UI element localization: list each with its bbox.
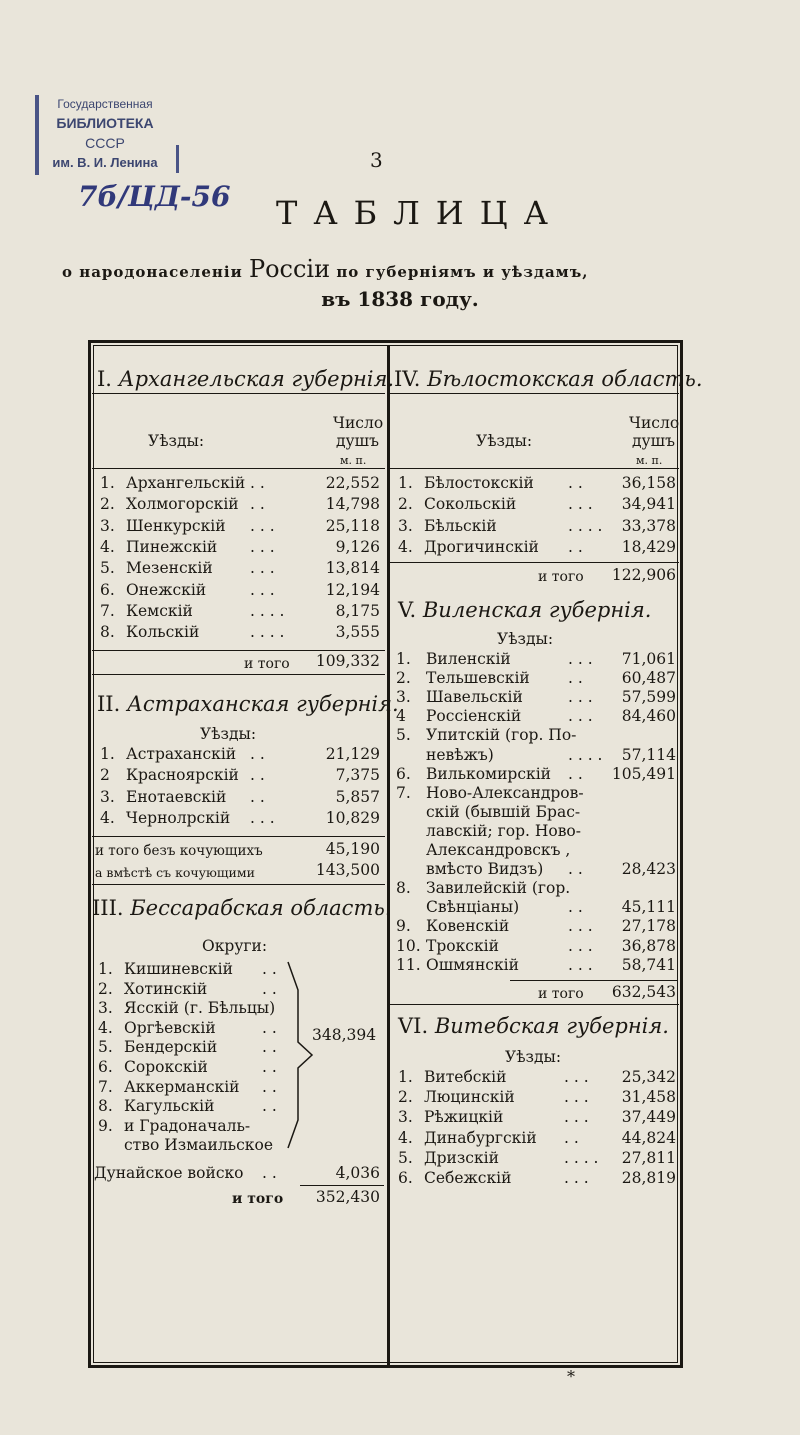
arkh-total-label: и того bbox=[244, 656, 290, 672]
viln-col-districts: Уѣзды: bbox=[497, 630, 554, 648]
arkh-row-dots: . . . bbox=[250, 559, 275, 578]
arkh-row-num: 2. bbox=[100, 495, 115, 514]
viln-row-name: Ново-Александров- bbox=[426, 783, 584, 802]
page-number: 3 bbox=[370, 148, 383, 172]
arkh-total: 109,332 bbox=[315, 652, 380, 670]
column-divider bbox=[387, 345, 390, 1366]
bess-row-num: 6. bbox=[98, 1058, 113, 1076]
bial-row-name: Сокольскій bbox=[424, 495, 517, 514]
bial-total: 122,906 bbox=[611, 566, 676, 584]
section-arkh-heading: I. Архангельская губернія. bbox=[97, 367, 395, 391]
bess-total-label: и того bbox=[232, 1191, 284, 1207]
viln-row-num: 8. bbox=[396, 879, 411, 898]
bial-row-name: Бѣлостокскій bbox=[424, 474, 534, 492]
viln-row-value: 84,460 bbox=[621, 707, 676, 726]
arkh-row-dots: . . . . bbox=[250, 623, 285, 642]
vit-row-num: 6. bbox=[398, 1169, 413, 1187]
bial-row-value: 34,941 bbox=[621, 495, 676, 514]
vit-row-name: Витебскій bbox=[424, 1068, 507, 1086]
bess-row-name: Кагульскій bbox=[124, 1097, 215, 1116]
vit-row-dots: . . . bbox=[564, 1108, 589, 1127]
astr-row-dots: . . bbox=[250, 745, 265, 763]
vit-row-value: 44,824 bbox=[621, 1128, 676, 1147]
viln-row-value: 57,114 bbox=[621, 745, 676, 764]
section-bess-heading: III. Бессарабская область. bbox=[92, 896, 392, 920]
viln-row-value: 57,599 bbox=[621, 688, 676, 707]
viln-row-dots: . . bbox=[568, 898, 583, 917]
bial-row-value: 36,158 bbox=[621, 474, 676, 492]
viln-row-value: 27,178 bbox=[621, 917, 676, 936]
vit-row-dots: . . . bbox=[564, 1088, 589, 1107]
bial-row-num: 4. bbox=[398, 537, 413, 556]
viln-row-value: 71,061 bbox=[621, 650, 676, 668]
viln-row-value: 105,491 bbox=[611, 764, 676, 783]
viln-row-name: Упитскій (гор. По- bbox=[426, 726, 577, 745]
astr-row-name: Красноярскій bbox=[126, 766, 239, 785]
viln-row-dots: . . . . bbox=[568, 745, 603, 764]
viln-row-dots: . . . bbox=[568, 707, 593, 726]
vit-row-num: 2. bbox=[398, 1088, 413, 1107]
arkh-row-value: 13,814 bbox=[325, 559, 380, 578]
bial-row-value: 18,429 bbox=[621, 537, 676, 556]
bial-row-value: 33,378 bbox=[621, 516, 676, 535]
section-bial-heading: IV. Бѣлостокская область. bbox=[394, 367, 703, 391]
handwritten-code: 7б/ЦД-56 bbox=[78, 180, 231, 213]
astr-row-name: Астраханскій bbox=[126, 745, 237, 763]
bial-row-dots: . . . bbox=[568, 495, 593, 514]
arkh-row-name: Кемскій bbox=[126, 601, 193, 620]
section-astr-heading: II. Астраханская губернія. bbox=[97, 692, 399, 716]
subtitle-c: по губерніямъ и уѣздамъ, bbox=[330, 263, 589, 281]
viln-row-dots: . . . bbox=[568, 955, 593, 974]
arkh-row-num: 6. bbox=[100, 580, 115, 599]
astr-row-value: 5,857 bbox=[335, 787, 380, 806]
bess-last-label: Дунайское войско bbox=[94, 1164, 244, 1182]
astr-row-dots: . . bbox=[250, 787, 265, 806]
bess-brace bbox=[286, 960, 316, 1150]
vit-row-num: 3. bbox=[398, 1108, 413, 1127]
bess-row-dots: . . bbox=[262, 1018, 277, 1037]
astr-row-value: 7,375 bbox=[335, 766, 380, 785]
viln-row-dots: . . bbox=[568, 764, 583, 783]
stamp-line-1: Государственная bbox=[57, 97, 153, 111]
viln-row-name: Трокскій bbox=[426, 936, 499, 955]
astr-total1-label: и того безъ кочующихъ bbox=[95, 843, 263, 859]
arkh-row-value: 3,555 bbox=[335, 623, 380, 642]
bess-total: 352,430 bbox=[315, 1188, 380, 1206]
footer-mark: * bbox=[567, 1367, 575, 1386]
astr-row-num: 4. bbox=[100, 808, 115, 827]
arkh-row-value: 25,118 bbox=[325, 516, 380, 535]
bial-col-souls: душъ bbox=[632, 432, 675, 450]
vit-row-num: 5. bbox=[398, 1148, 413, 1167]
viln-row-dots: . . . bbox=[568, 936, 593, 955]
arkh-row-dots: . . bbox=[250, 495, 265, 514]
viln-row-name: Завилейскій (гор. bbox=[426, 879, 571, 898]
section-vit-heading: VI. Витебская губернія. bbox=[398, 1014, 669, 1038]
vit-row-dots: . . bbox=[564, 1128, 579, 1147]
bess-row-dots: . . bbox=[262, 1058, 277, 1076]
bess-row-name: Хотинскій bbox=[124, 979, 208, 998]
viln-row-name: вмѣсто Видзъ) bbox=[426, 860, 544, 879]
astr-row-value: 21,129 bbox=[325, 745, 380, 763]
viln-row-name: Виленскій bbox=[426, 650, 511, 668]
bial-row-num: 1. bbox=[398, 474, 413, 492]
bess-row-dots: . . bbox=[262, 1077, 277, 1096]
vit-row-num: 4. bbox=[398, 1128, 413, 1147]
arkh-row-name: Кольскій bbox=[126, 623, 200, 642]
viln-row-dots: . . . bbox=[568, 688, 593, 707]
arkh-row-dots: . . . bbox=[250, 580, 275, 599]
subtitle-a: о народонаселеніи bbox=[62, 263, 249, 281]
bess-row-name: Кишиневскій bbox=[124, 960, 233, 978]
arkh-row-value: 8,175 bbox=[335, 601, 380, 620]
bess-row-dots: . . bbox=[262, 1097, 277, 1116]
viln-row-name: Вилькомирскій bbox=[426, 764, 551, 783]
arkh-row-name: Онежскій bbox=[126, 580, 207, 599]
arkh-row-name: Мезенскій bbox=[126, 559, 213, 578]
stamp-line-3: СССР bbox=[85, 135, 125, 151]
vit-row-name: Себежскій bbox=[424, 1169, 512, 1187]
astr-row-num: 3. bbox=[100, 787, 115, 806]
viln-row-num: 9. bbox=[396, 917, 411, 936]
arkh-col-districts: Уѣзды: bbox=[148, 432, 205, 450]
bess-row-num: 7. bbox=[98, 1077, 113, 1096]
stamp-line-4: им. В. И. Ленина bbox=[52, 155, 158, 170]
astr-row-dots: . . bbox=[250, 766, 265, 785]
viln-row-num: 3. bbox=[396, 688, 411, 707]
arkh-row-dots: . . . bbox=[250, 537, 275, 556]
bial-col-mp: м. п. bbox=[636, 454, 663, 467]
viln-row-name: Россіенскій bbox=[426, 707, 522, 726]
vit-row-num: 1. bbox=[398, 1068, 413, 1086]
library-stamp bbox=[35, 95, 175, 180]
arkh-row-value: 14,798 bbox=[325, 495, 380, 514]
astr-row-name: Чернолрскій bbox=[126, 808, 231, 827]
bial-total-label: и того bbox=[538, 569, 584, 585]
bial-row-name: Бѣльскій bbox=[424, 516, 497, 535]
vit-row-name: Люцинскій bbox=[424, 1088, 515, 1107]
viln-row-value: 36,878 bbox=[621, 936, 676, 955]
astr-row-num: 1. bbox=[100, 745, 115, 763]
bial-row-dots: . . bbox=[568, 537, 583, 556]
viln-row-dots: . . . bbox=[568, 917, 593, 936]
bess-row-name: Ясскій (г. Бѣльцы) bbox=[124, 999, 276, 1018]
viln-row-num: 6. bbox=[396, 764, 411, 783]
stamp-line-2: БИБЛИОТЕКА bbox=[56, 115, 154, 131]
viln-row-num: 11. bbox=[396, 955, 421, 974]
viln-row-num: 1. bbox=[396, 650, 411, 668]
arkh-col-number: Число bbox=[333, 414, 384, 432]
viln-row-num: 7. bbox=[396, 783, 411, 802]
viln-row-name: Свѣнціаны) bbox=[426, 898, 520, 917]
vit-row-value: 37,449 bbox=[621, 1108, 676, 1127]
arkh-row-name: Пинежскій bbox=[126, 537, 218, 556]
arkh-row-value: 22,552 bbox=[325, 474, 380, 492]
viln-row-name: лавскій; гор. Ново- bbox=[426, 821, 581, 840]
arkh-row-num: 3. bbox=[100, 516, 115, 535]
bial-row-dots: . . bbox=[568, 474, 583, 492]
arkh-row-num: 5. bbox=[100, 559, 115, 578]
bess-group-total: 348,394 bbox=[312, 1026, 377, 1044]
bess-row-dots: . . bbox=[262, 960, 277, 978]
bial-col-districts: Уѣзды: bbox=[476, 432, 533, 450]
viln-row-num: 2. bbox=[396, 669, 411, 688]
arkh-row-num: 1. bbox=[100, 474, 115, 492]
astr-col-districts: Уѣзды: bbox=[200, 725, 257, 743]
arkh-row-num: 4. bbox=[100, 537, 115, 556]
astr-row-dots: . . . bbox=[250, 808, 275, 827]
vit-row-dots: . . . bbox=[564, 1068, 589, 1086]
bess-row-name: Бендерскій bbox=[124, 1038, 218, 1057]
section-viln-heading: V. Виленская губернія. bbox=[398, 598, 652, 622]
bess-row-num: 2. bbox=[98, 979, 113, 998]
viln-row-dots: . . bbox=[568, 860, 583, 879]
viln-row-value: 45,111 bbox=[621, 898, 676, 917]
bess-row-num: 8. bbox=[98, 1097, 113, 1116]
vit-row-value: 31,458 bbox=[621, 1088, 676, 1107]
viln-row-dots: . . . bbox=[568, 650, 593, 668]
viln-row-name: Шавельскій bbox=[426, 688, 523, 707]
bess-last-value: 4,036 bbox=[335, 1164, 380, 1182]
viln-row-value: 28,423 bbox=[621, 860, 676, 879]
arkh-col-mp: м. п. bbox=[340, 454, 367, 467]
viln-row-num: 4 bbox=[396, 707, 406, 726]
bess-row-dots: . . bbox=[262, 979, 277, 998]
arkh-row-name: Шенкурскій bbox=[126, 516, 226, 535]
bess-last-dots: . . bbox=[262, 1164, 277, 1182]
viln-total-label: и того bbox=[538, 986, 584, 1002]
subtitle-b: Россіи bbox=[248, 255, 331, 283]
viln-row-name: Александровскъ , bbox=[426, 841, 571, 859]
viln-row-dots: . . bbox=[568, 669, 583, 688]
bess-row-name: ство Измаильское bbox=[124, 1136, 273, 1155]
bial-row-num: 3. bbox=[398, 516, 413, 535]
arkh-row-name: Холмогорскій bbox=[126, 495, 239, 514]
viln-row-num: 10. bbox=[396, 936, 421, 955]
astr-total2: 143,500 bbox=[315, 861, 380, 879]
stamp-border-right bbox=[176, 145, 179, 173]
bial-row-name: Дрогичинскій bbox=[424, 537, 539, 556]
bial-row-num: 2. bbox=[398, 495, 413, 514]
bial-col-number: Число bbox=[629, 414, 680, 432]
subtitle-line-1 bbox=[62, 255, 742, 283]
viln-row-num: 5. bbox=[396, 726, 411, 745]
astr-row-num: 2 bbox=[100, 766, 110, 785]
viln-total: 632,543 bbox=[611, 983, 676, 1001]
vit-col-districts: Уѣзды: bbox=[505, 1048, 562, 1066]
astr-total2-label: а вмѣстѣ съ кочующими bbox=[95, 865, 255, 880]
viln-row-value: 60,487 bbox=[621, 669, 676, 688]
bess-row-name: Сорокскій bbox=[124, 1058, 208, 1076]
bess-row-num: 1. bbox=[98, 960, 113, 978]
vit-row-value: 27,811 bbox=[621, 1148, 676, 1167]
bess-row-num: 3. bbox=[98, 999, 113, 1018]
arkh-col-souls: душъ bbox=[336, 432, 379, 450]
arkh-row-num: 7. bbox=[100, 601, 115, 620]
arkh-row-dots: . . . . bbox=[250, 601, 285, 620]
bess-row-num: 9. bbox=[98, 1116, 113, 1135]
vit-row-name: Рѣжицкій bbox=[424, 1108, 504, 1127]
astr-total1: 45,190 bbox=[325, 840, 380, 858]
arkh-row-value: 9,126 bbox=[335, 537, 380, 556]
bess-row-num: 4. bbox=[98, 1018, 113, 1037]
bess-row-num: 5. bbox=[98, 1038, 113, 1057]
bial-row-dots: . . . . bbox=[568, 516, 603, 535]
viln-row-name: невѣжъ) bbox=[426, 745, 494, 764]
astr-row-name: Енотаевскій bbox=[126, 787, 227, 806]
viln-row-value: 58,741 bbox=[621, 955, 676, 974]
arkh-row-num: 8. bbox=[100, 623, 115, 642]
bess-row-name: Аккерманскій bbox=[124, 1077, 240, 1096]
bess-row-name: и Градоначаль- bbox=[124, 1116, 251, 1135]
arkh-row-dots: . . bbox=[250, 474, 265, 492]
viln-row-name: Ковенскій bbox=[426, 917, 510, 936]
viln-row-name: Тельшевскій bbox=[426, 669, 530, 688]
vit-row-value: 25,342 bbox=[621, 1068, 676, 1086]
arkh-row-name: Архангельскій bbox=[126, 474, 246, 492]
vit-row-dots: . . . bbox=[564, 1169, 589, 1187]
bess-row-name: Оргѣевскій bbox=[124, 1018, 216, 1037]
page-title: ТАБЛИЦА bbox=[276, 194, 564, 232]
viln-row-name: Ошмянскій bbox=[426, 955, 519, 974]
vit-row-dots: . . . . bbox=[564, 1148, 599, 1167]
arkh-row-dots: . . . bbox=[250, 516, 275, 535]
arkh-row-value: 12,194 bbox=[325, 580, 380, 599]
astr-row-value: 10,829 bbox=[325, 808, 380, 827]
vit-row-name: Дризскій bbox=[424, 1148, 499, 1167]
vit-row-value: 28,819 bbox=[621, 1169, 676, 1187]
bess-row-dots: . . bbox=[262, 1038, 277, 1057]
viln-row-name: скій (бывшій Брас- bbox=[426, 802, 581, 821]
vit-row-name: Динабургскій bbox=[424, 1128, 537, 1147]
subtitle-line-2: въ 1838 году. bbox=[321, 287, 479, 311]
bess-col-districts: Округи: bbox=[202, 937, 268, 955]
